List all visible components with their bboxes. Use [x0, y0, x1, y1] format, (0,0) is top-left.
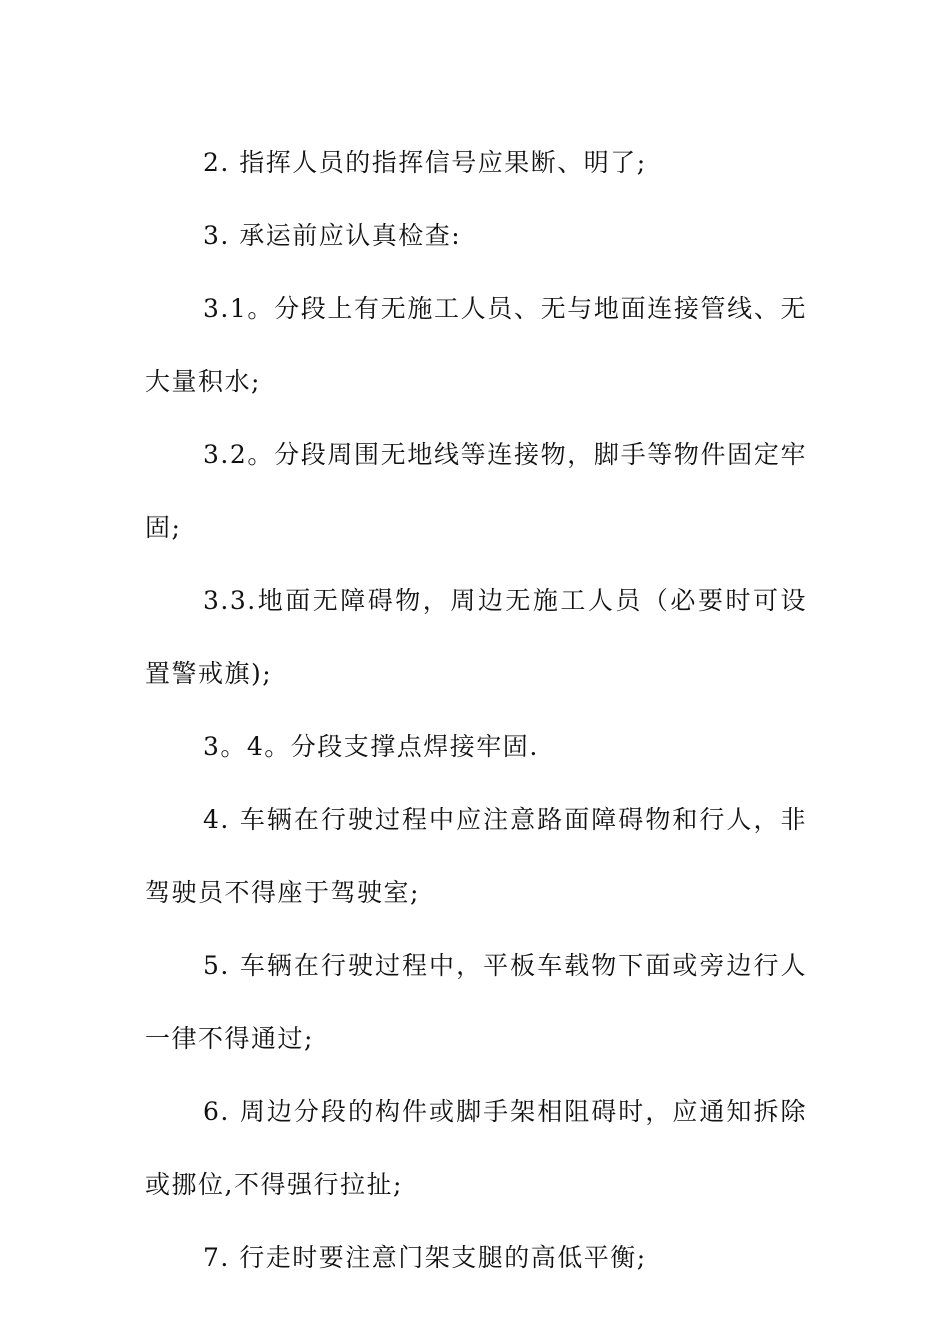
paragraph-3-3: 3.3.地面无障碍物，周边无施工人员（必要时可设置警戒旗);: [145, 586, 807, 688]
document-body: [145, 126, 807, 1294]
paragraph-7: 7. 行走时要注意门架支腿的高低平衡;: [203, 1243, 647, 1272]
paragraph-3-4: 3。4。分段支撑点焊接牢固.: [203, 732, 539, 761]
paragraph-5: 5. 车辆在行驶过程中，平板车载物下面或旁边行人一律不得通过;: [145, 951, 807, 1053]
paragraph-3: 3. 承运前应认真检查:: [203, 221, 462, 250]
paragraph-2: 2. 指挥人员的指挥信号应果断、明了;: [203, 148, 647, 177]
paragraph-4: 4. 车辆在行驶过程中应注意路面障碍物和行人，非驾驶员不得座于驾驶室;: [145, 805, 807, 907]
paragraph-3-2: 3.2。分段周围无地线等连接物，脚手等物件固定牢固;: [145, 440, 807, 542]
paragraph-6: 6. 周边分段的构件或脚手架相阻碍时，应通知拆除或挪位,不得强行拉扯;: [145, 1097, 807, 1199]
paragraph-3-1: 3.1。分段上有无施工人员、无与地面连接管线、无大量积水;: [145, 294, 807, 396]
